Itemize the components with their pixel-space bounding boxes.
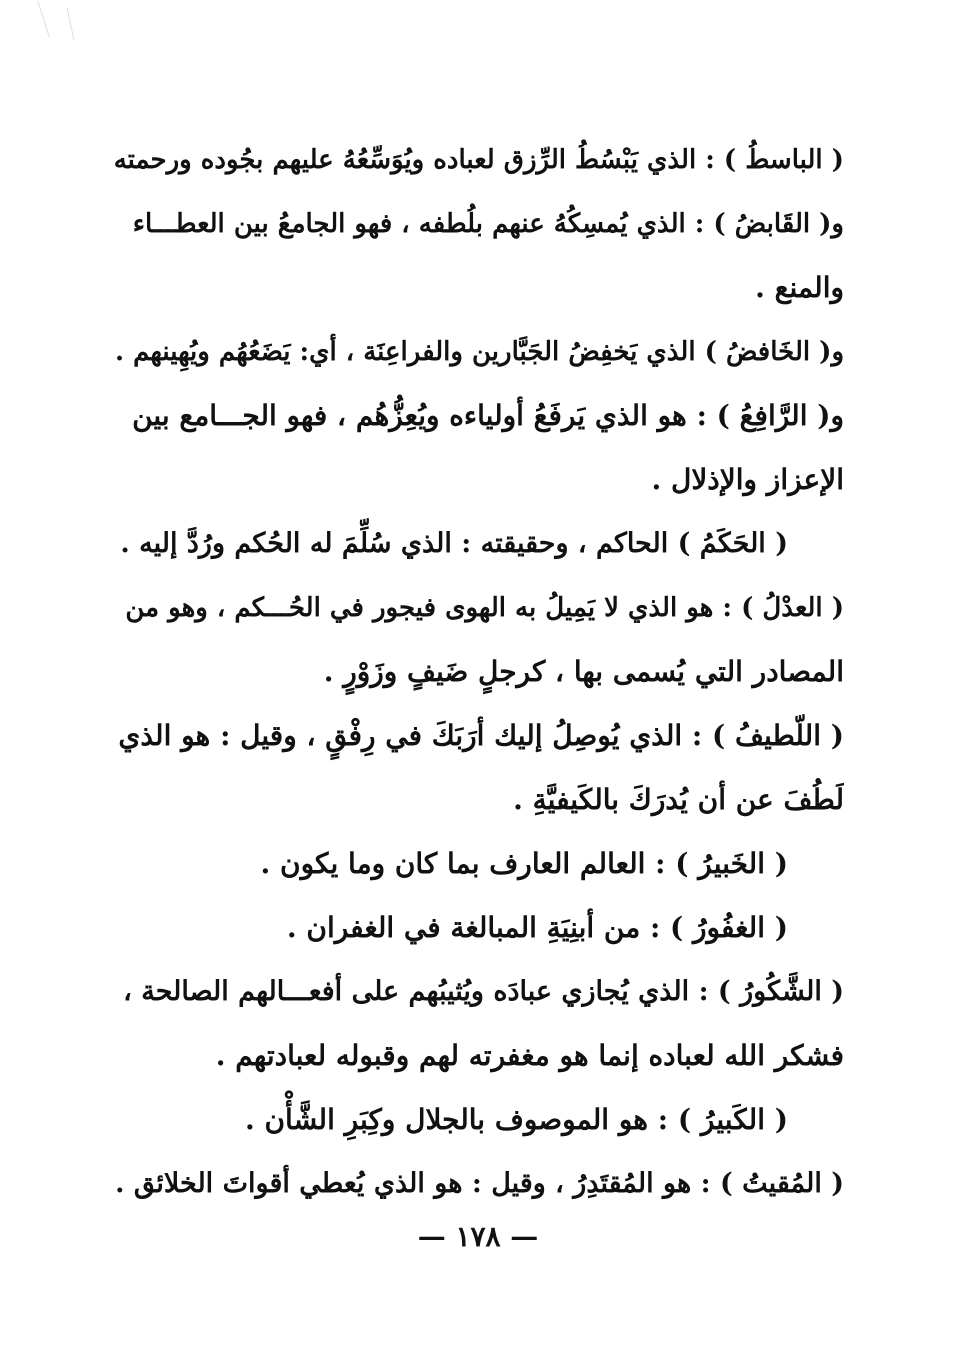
- text-line: لَطُفَ عن أن يُدرَكَ بالكَيفيَّةِ .: [513, 783, 844, 816]
- text-line: ( الخَبيرُ ) : العالم العارف بما كان وما يكون .: [260, 847, 788, 880]
- text-line: و( الخَافضُ ) الذي يَخفِضُ الجَبَّارين والفراعِنَة ، أي: يَضَعُهُم ويُهِينهم .: [114, 337, 844, 367]
- text-line: ( اللّطيفُ ) : الذي يُوصِلُ إليك أرَبَكَ في رِفْقٍ ، وقيل : هو الذي: [118, 719, 844, 752]
- text-line: والمنع .: [755, 271, 844, 304]
- scan-edge-mark: [67, 8, 75, 40]
- main-text-block: [112, 128, 844, 1216]
- text-line: ( المُقيتُ ) : هو المُقتَدِرُ ، وقيل : هو الذي يُعطي أقواتَ الخلائق .: [115, 1168, 844, 1199]
- text-line: و( القَابضُ ) : الذي يُمسِكُهُ عنهم بلُطفه ، فهو الجامعُ بين العطـــاء: [132, 209, 844, 239]
- text-line: ( الباسطُ ) : الذي يَبْسُطُ الرِّزق لعباده ويُوَسِّعُهُ عليهم بجُوده ورحمته: [113, 145, 844, 175]
- page-number: — ١٧٨ —: [417, 1220, 539, 1253]
- text-line: ( الحَكَمُ ) الحاكم ، وحقيقته : الذي سُلِّمَ له الحُكم ورُدَّ إليه .: [120, 528, 788, 559]
- scan-edge-mark: [37, 1, 50, 37]
- text-line: و( الرَّافِعُ ) : هو الذي يَرفَعُ أولياءه ويُعِزُّهُم ، فهو الجـــامع بين: [132, 399, 844, 432]
- text-line: الإعزاز والإذلال .: [651, 463, 844, 496]
- text-line: ( الكَبيرُ ) : هو الموصوف بالجلال وكِبَرِ الشَّأْن .: [244, 1103, 788, 1136]
- text-line: فشكر الله لعباده إنما هو مغفرته لهم وقبوله لعبادتهم .: [215, 1039, 844, 1072]
- text-line: ( الشَّكُورُ ) : الذي يُجازي عبادَه ويُثيبُهم على أفعـــالهم الصالحة ،: [123, 976, 844, 1007]
- text-line: ( العدْلُ ) : هو الذي لا يَمِيلُ به الهوى فيجور في الحُـــكم ، وهو من: [125, 593, 844, 623]
- text-line: المصادر التي يُسمى بها ، كرجلٍ ضَيفٍ وزَوْرٍ .: [323, 655, 844, 688]
- text-line: ( الغفُورُ ) : من أبنِيَةِ المبالغة في الغفران .: [286, 911, 788, 944]
